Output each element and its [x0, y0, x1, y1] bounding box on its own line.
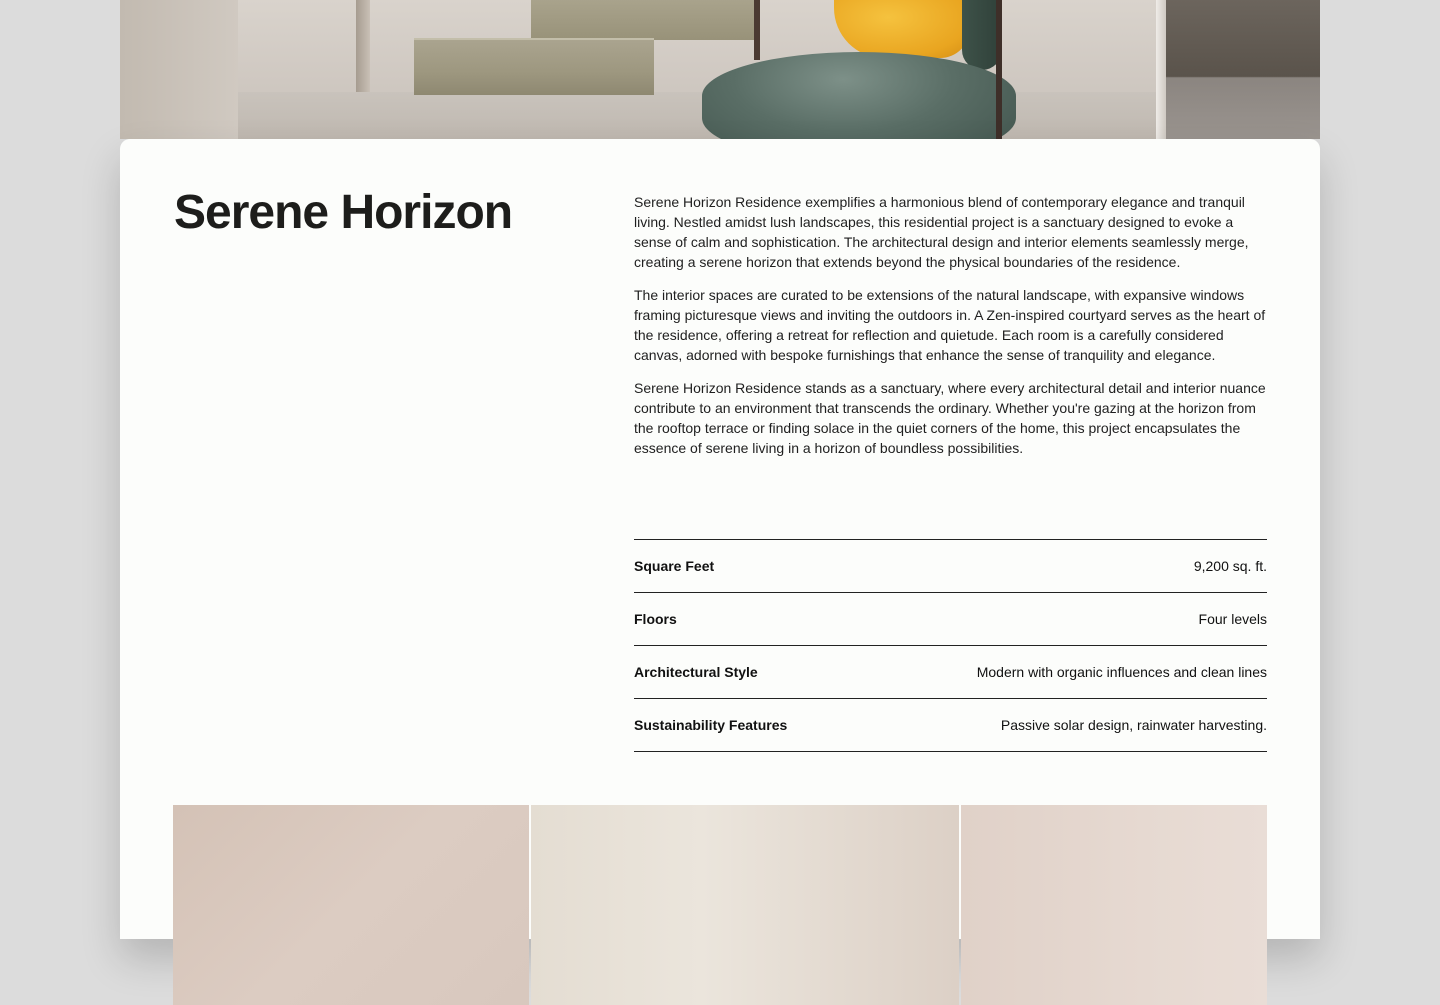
- gallery-image[interactable]: [173, 805, 529, 1005]
- description-paragraph: The interior spaces are curated to be extensions of the natural landscape, with expansive windows framing picturesque views and inviting the outdoors in. A Zen-inspired courtyard serves as the heart of the residence, offering a retreat for reflection and quietude. Each room is a carefully considered canvas, adorned with bespoke furnishings that enhance the sense of tranquility and elegance.: [634, 287, 1266, 363]
- hero-image: [120, 0, 1320, 139]
- project-specs-table: [634, 539, 1267, 752]
- description-paragraph: Serene Horizon Residence stands as a sanctuary, where every architectural detail and interior nuance contribute to an environment that transcends the ordinary. Whether you're gazing at the horizon from the rooftop terrace or finding solace in the quiet corners of the home, this project encapsulates the essence of serene living in a horizon of boundless possibilities.: [634, 380, 1266, 456]
- spec-value: Modern with organic influences and clean lines: [976, 664, 1267, 680]
- spec-label: Floors: [634, 611, 677, 627]
- spec-label: Sustainability Features: [634, 717, 788, 733]
- hero-chair-frame-right: [996, 0, 1002, 139]
- hero-stone-block-bottom: [414, 38, 654, 95]
- spec-row-square-feet: [634, 540, 1267, 593]
- description-paragraph: Serene Horizon Residence exemplifies a harmonious blend of contemporary elegance and tranquil living. Nestled amidst lush landscapes, this residential project is a sanctuary designed to evoke a sense of calm and sophistication. The architectural design and interior elements seamlessly merge, creating a serene horizon that extends beyond the physical boundaries of the residence.: [634, 194, 1249, 270]
- hero-chair-frame-left: [754, 0, 760, 60]
- hero-wall-left: [120, 0, 238, 139]
- hero-pillar-right: [1156, 0, 1166, 139]
- hero-wall-right: [1166, 0, 1320, 139]
- spec-value: 9,200 sq. ft.: [1193, 558, 1267, 574]
- spec-row-architectural-style: [634, 646, 1267, 699]
- hero-stone-block-top: [531, 0, 759, 40]
- gallery-image[interactable]: [531, 805, 959, 1005]
- project-description: [634, 192, 1268, 471]
- spec-row-sustainability-features: [634, 699, 1267, 752]
- project-title: Serene Horizon: [174, 186, 513, 239]
- project-gallery: [173, 805, 1267, 1005]
- hero-chair-seat: [702, 52, 1016, 139]
- gallery-image[interactable]: [961, 805, 1267, 1005]
- spec-label: Square Feet: [634, 558, 715, 574]
- hero-pillow: [834, 0, 970, 58]
- project-card: [120, 139, 1320, 939]
- spec-label: Architectural Style: [634, 664, 758, 680]
- spec-value: Four levels: [1198, 611, 1267, 627]
- spec-row-floors: [634, 593, 1267, 646]
- spec-value: Passive solar design, rainwater harvesting.: [1000, 717, 1267, 733]
